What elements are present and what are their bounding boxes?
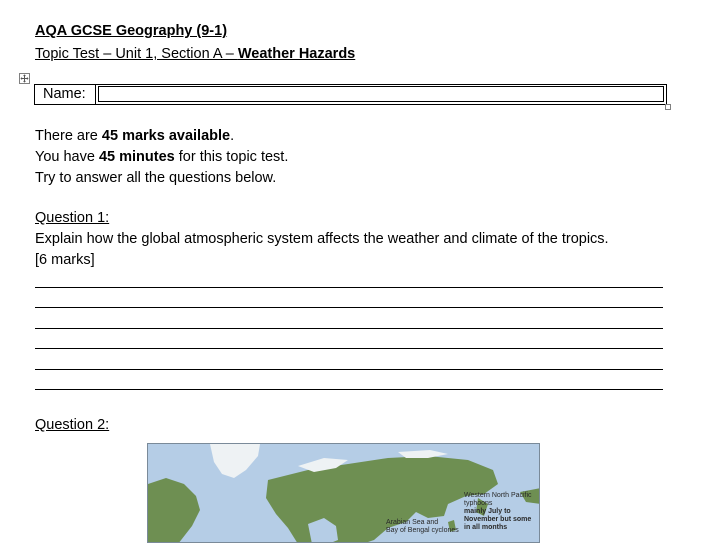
question-2-heading: Question 2: xyxy=(35,417,110,433)
answer-line[interactable] xyxy=(35,328,663,329)
map-label-season: mainly July to xyxy=(464,508,511,515)
map-label-season-3: in all months xyxy=(464,524,508,531)
map-label-bay-of-bengal: Bay of Bengal cyclones xyxy=(386,527,459,534)
name-table xyxy=(34,84,667,105)
name-field[interactable] xyxy=(98,86,664,102)
answer-line[interactable] xyxy=(35,369,663,370)
tropical-storms-map xyxy=(147,443,540,543)
name-label: Name: xyxy=(43,86,86,102)
subtitle-topic: Weather Hazards xyxy=(237,46,356,62)
time-available-text: You have 45 minutes for this topic test. xyxy=(35,149,289,165)
map-label-wnp: Western North Pacific xyxy=(464,492,532,499)
subtitle-prefix: Topic Test – Unit 1, Section A – xyxy=(35,46,238,62)
marks-available-text: There are 45 marks available. xyxy=(35,128,235,144)
map-label-typhoons: typhoons xyxy=(464,500,493,507)
map-label-season-2: November but some xyxy=(464,516,532,523)
answer-line[interactable] xyxy=(35,348,663,349)
question-1-marks: [6 marks] xyxy=(35,252,95,268)
name-label-cell xyxy=(35,85,96,104)
question-1-text: Explain how the global atmospheric system affects the weather and climate of the tropics. xyxy=(35,231,609,247)
table-resize-handle[interactable] xyxy=(665,104,671,110)
map-label-arabian-sea: Arabian Sea and xyxy=(386,519,439,526)
instruction-text: Try to answer all the questions below. xyxy=(35,170,277,186)
document-title: AQA GCSE Geography (9-1) xyxy=(35,23,228,39)
question-1-heading: Question 1: xyxy=(35,210,110,226)
answer-line[interactable] xyxy=(35,307,663,308)
answer-line[interactable] xyxy=(35,389,663,390)
table-move-handle-icon[interactable] xyxy=(19,73,30,84)
document-subtitle xyxy=(35,45,355,63)
answer-line[interactable] xyxy=(35,287,663,288)
